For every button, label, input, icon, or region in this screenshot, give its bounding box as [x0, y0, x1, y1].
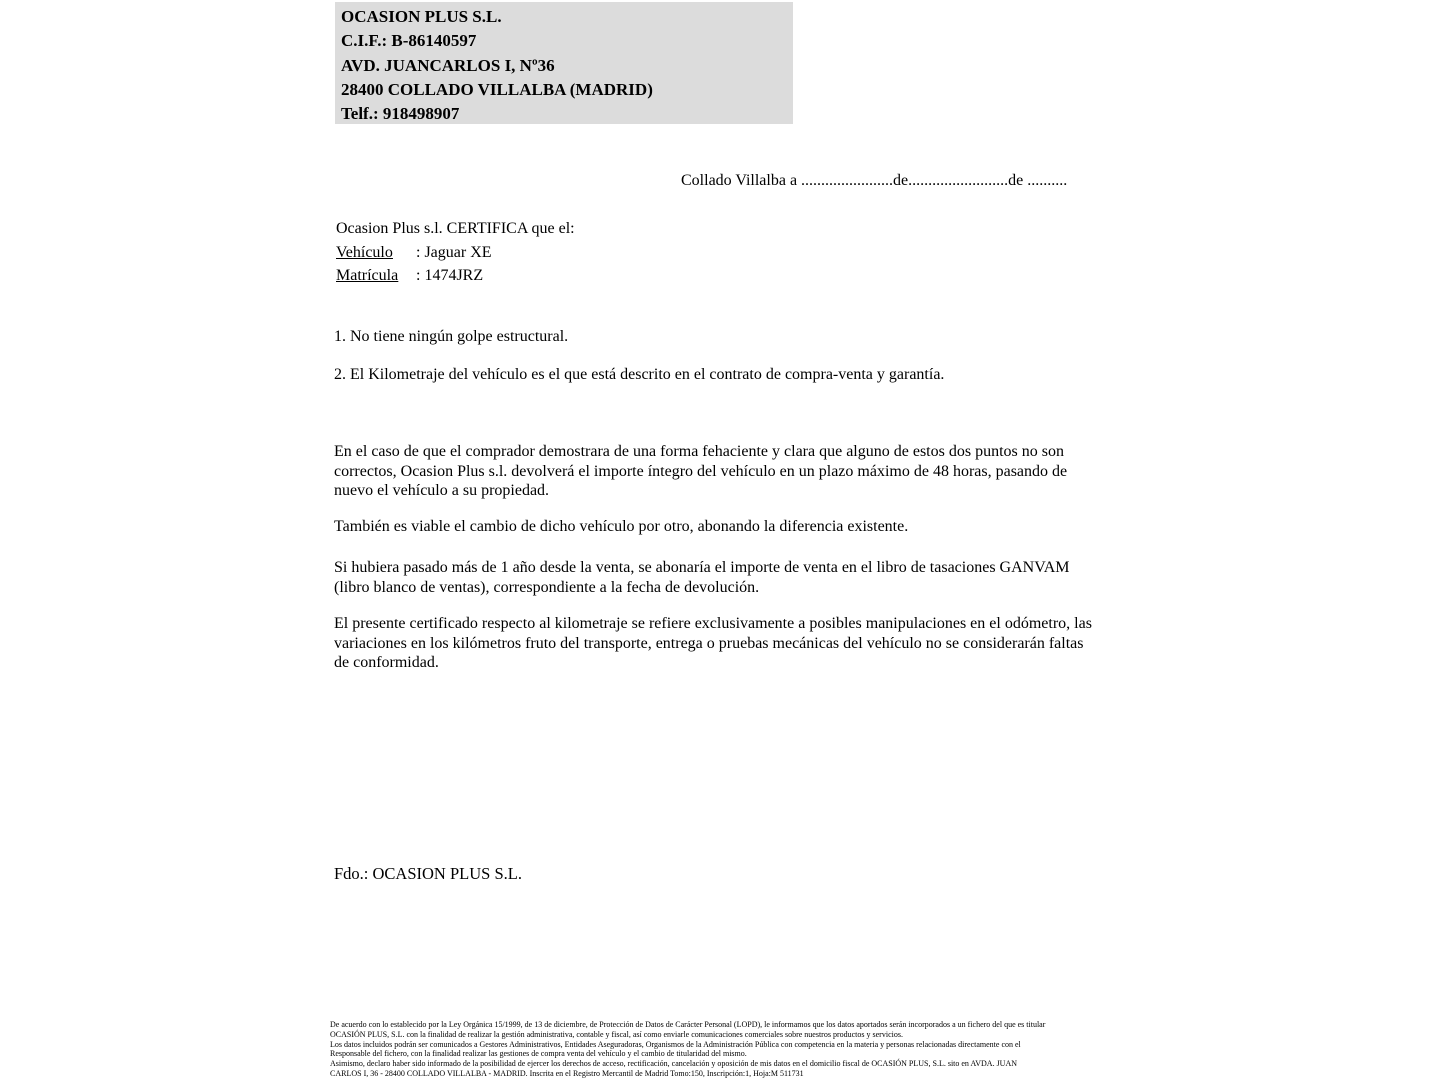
paragraph-exchange: También es viable el cambio de dicho vehículo por otro, abonando la diferencia existente.	[334, 518, 909, 535]
company-name: OCASION PLUS S.L.	[341, 7, 502, 26]
legal-footer-line: Responsable del fichero, con la finalidad realizar las gestiones de compra venta del vehículo y el cambio de titularidad del mismo.	[330, 1049, 747, 1059]
legal-footer-line: Los datos incluidos podrán ser comunicados a Gestores Administrativos, Entidades Aseguradoras, Organismos de la Administración Pública con competencia en la materia y personas relacionadas directamente con el	[330, 1039, 1021, 1049]
company-address: AVD. JUANCARLOS I, Nº36	[341, 55, 555, 75]
company-phone: Telf.: 918498907	[341, 104, 460, 124]
legal-footer-line: De acuerdo con lo establecido por la Ley Orgánica 15/1999, de 13 de diciembre, de Protección de Datos de Carácter Personal (LOPD), le informamos que los datos aportados serán incorporados a un fichero del que es titular	[330, 1020, 1046, 1029]
company-header-box	[335, 2, 793, 124]
certification-intro: Ocasion Plus s.l. CERTIFICA que el:	[336, 220, 575, 237]
date-line: Collado Villalba a .......................de.........................de ..........	[681, 172, 1068, 189]
legal-footer-line: Asimismo, declaro haber sido informado de la posibilidad de ejercer los derechos de acceso, rectificación, cancelación y oposición de mis datos en el domicilio fiscal de OCASIÓN PLUS, S.L. sito en AVDA. JUAN	[330, 1059, 1018, 1069]
paragraph-ganvam: Si hubiera pasado más de 1 año desde la venta, se abonaría el importe de venta en el libro de tasaciones GANVAM (libro blanco de ventas), correspondiente a la fecha de devolución.	[334, 559, 1070, 596]
company-cif: C.I.F.: B-86140597	[341, 31, 477, 51]
point-1: 1. No tiene ningún golpe estructural.	[334, 328, 569, 345]
point-2: 2. El Kilometraje del vehículo es el que está descrito en el contrato de compra-venta y garantía.	[334, 366, 945, 383]
certification-block	[336, 217, 575, 288]
legal-footer-line: CARLOS I, 36 - 28400 COLLADO VILLALBA - MADRID. Inscrita en el Registro Mercantil de Madrid Tomo:150, Inscripción:1, Hoja:M 511731	[330, 1068, 804, 1078]
vehicle-row	[336, 241, 575, 265]
paragraph-odometer: El presente certificado respecto al kilometraje se refiere exclusivamente a posibles manipulaciones en el odómetro, las variaciones en los kilómetros fruto del transporte, entrega o pruebas mecánicas del vehículo no se considerarán faltas de conformidad.	[334, 615, 1092, 672]
plate-row	[336, 264, 575, 288]
vehicle-value: : Jaguar XE	[416, 243, 492, 261]
plate-label: Matrícula	[336, 267, 399, 285]
signature-line: Fdo.: OCASION PLUS S.L.	[334, 864, 522, 883]
company-city: 28400 COLLADO VILLALBA (MADRID)	[341, 79, 653, 99]
paragraph-refund: En el caso de que el comprador demostrara de una forma fehaciente y clara que alguno de estos dos puntos no son correctos, Ocasion Plus s.l. devolverá el importe íntegro del vehículo en un plazo máximo de 48 horas, pasando de nuevo el vehículo a su propiedad.	[334, 443, 1068, 500]
legal-footer-line: OCASIÓN PLUS, S.L. con la finalidad de realizar la gestión administrativa, contable y fiscal, así como enviarle comunicaciones comerciales sobre nuestros productos y servicios.	[330, 1029, 903, 1039]
vehicle-label: Vehículo	[336, 243, 393, 261]
legal-footer	[330, 1020, 1120, 1079]
plate-value: : 1474JRZ	[416, 267, 484, 285]
